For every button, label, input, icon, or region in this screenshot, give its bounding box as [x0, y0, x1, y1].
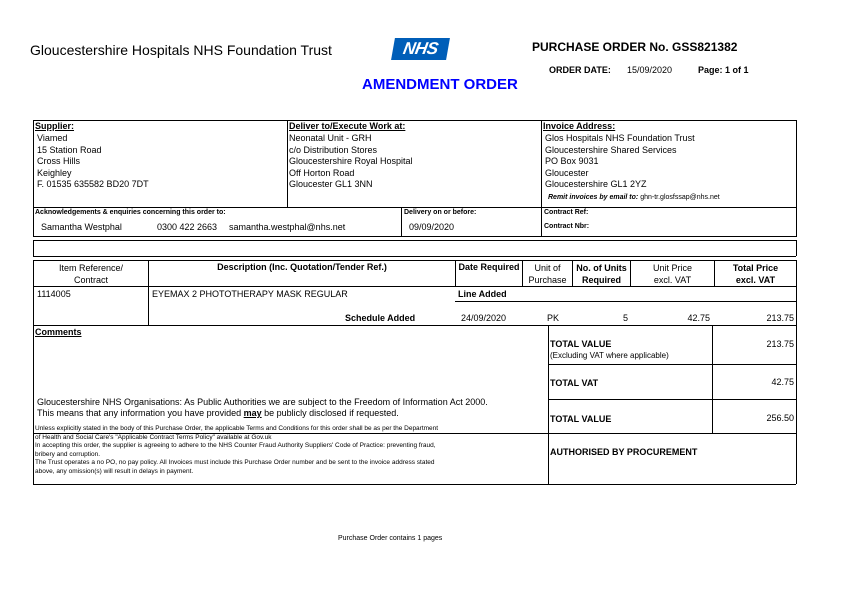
supplier-line: Keighley — [37, 167, 72, 178]
po-label: PURCHASE ORDER No. — [532, 40, 669, 54]
po-number: GSS821382 — [672, 40, 738, 54]
total-value-label: TOTAL VALUE — [550, 339, 612, 349]
grand-total: 256.50 — [766, 413, 794, 423]
supplier-line: Cross Hills — [37, 156, 81, 166]
foi-line2 — [37, 408, 399, 418]
deliver-line: Off Horton Road — [289, 167, 355, 178]
item-date: 24/09/2020 — [461, 313, 507, 323]
foi-may: may — [243, 408, 262, 418]
col-unit-price-line2: excl. VAT — [653, 275, 692, 285]
item-qty: 5 — [622, 313, 628, 323]
deliver-address — [289, 133, 413, 191]
contract-nbr-label: Contract Nbr: — [544, 223, 590, 230]
col-units-line1: No. of Units — [576, 263, 627, 273]
deliver-label: Deliver to/Execute Work at: — [289, 121, 406, 131]
invoice-label: Invoice Address: — [543, 121, 616, 131]
ack-phone: 0300 422 2663 — [157, 222, 218, 232]
col-item-ref-line1: Item Reference/ — [58, 263, 124, 273]
invoice-line: Gloucestershire Shared Services — [545, 144, 677, 155]
grand-total-label: TOTAL VALUE — [550, 414, 612, 424]
terms-line: of Health and Social Care's "Applicable Contract Terms Policy" available at Gov.uk — [35, 433, 272, 441]
deliver-line: Gloucestershire Royal Hospital — [289, 156, 413, 166]
col-units — [573, 262, 630, 286]
po-title — [532, 40, 737, 54]
terms-line: The Trust operates a no PO, no pay policy. All Invoices must include this Purchase Order number and be sent to the invoice address stated — [35, 459, 435, 466]
col-total-price-line2: excl. VAT — [735, 275, 776, 285]
trust-name: Gloucestershire Hospitals NHS Foundation Trust — [30, 42, 332, 58]
col-date-required: Date Required — [458, 262, 520, 272]
remit-label: Remit invoices by email to: — [548, 194, 639, 201]
supplier-address — [37, 133, 149, 191]
col-unit-price-line1: Unit Price — [652, 263, 692, 273]
terms-line: above, any omission(s) will result in delays in payment. — [35, 467, 194, 475]
col-unit-price — [631, 262, 714, 286]
amendment-title: AMENDMENT ORDER — [362, 76, 518, 93]
foi-line2-b: be publicly disclosed if requested. — [261, 408, 399, 418]
col-total-price-line1: Total Price — [732, 263, 779, 273]
remit-note — [548, 194, 720, 201]
order-date: 15/09/2020 — [627, 65, 673, 75]
total-vat: 42.75 — [771, 377, 794, 387]
terms-line: In accepting this order, the supplier is agreeing to adhere to the NHS Counter Fraud Authority Suppliers' Code of Practice: preventing fraud, — [35, 442, 436, 449]
footer-page-count: Purchase Order contains 1 pages — [338, 535, 443, 542]
terms — [35, 425, 438, 476]
col-item-ref-line2: Contract — [73, 275, 108, 285]
col-units-line2: Required — [581, 275, 621, 285]
item-unit-price: 42.75 — [687, 313, 710, 323]
terms-line: Unless explicitly stated in the body of this Purchase Order, the applicable Terms and Conditions for this order shall be as per the Department — [35, 425, 439, 432]
order-date-label: ORDER DATE: — [549, 65, 611, 75]
comments-label: Comments — [35, 327, 82, 337]
item-unit: PK — [547, 313, 560, 323]
total-vat-label: TOTAL VAT — [550, 378, 599, 388]
col-description: Description (Inc. Quotation/Tender Ref.) — [217, 262, 387, 272]
invoice-line: Gloucestershire GL1 2YZ — [545, 179, 647, 189]
deliver-line: c/o Distribution Stores — [289, 144, 378, 155]
terms-line: bribery and corruption. — [35, 450, 101, 458]
col-unit — [523, 262, 572, 286]
page-number: Page: 1 of 1 — [698, 65, 749, 75]
item-total: 213.75 — [766, 313, 794, 323]
supplier-line: F. 01535 635582 BD20 7DT — [37, 179, 149, 189]
nhs-logo: NHS — [391, 38, 450, 60]
invoice-line: Gloucester — [545, 167, 589, 178]
col-unit-line1: Unit of — [534, 263, 561, 273]
item-description: EYEMAX 2 PHOTOTHERAPY MASK REGULAR — [152, 289, 348, 299]
delivery-date: 09/09/2020 — [409, 222, 455, 232]
col-item-ref — [34, 262, 148, 286]
supplier-line: 15 Station Road — [37, 144, 102, 155]
delivery-label: Delivery on or before: — [404, 209, 477, 216]
authorised-by: AUTHORISED BY PROCUREMENT — [550, 447, 698, 457]
line-added: Line Added — [458, 289, 507, 299]
ack-label: Acknowledgements & enquiries concerning this order to: — [35, 209, 226, 216]
col-total-price — [715, 262, 796, 286]
schedule-added: Schedule Added — [345, 313, 416, 323]
supplier-label: Supplier: — [35, 121, 75, 131]
ack-name: Samantha Westphal — [41, 222, 122, 232]
total-value: 213.75 — [766, 339, 794, 349]
invoice-line: PO Box 9031 — [545, 156, 599, 166]
invoice-line: Glos Hospitals NHS Foundation Trust — [545, 133, 695, 143]
contract-ref-label: Contract Ref: — [544, 209, 589, 216]
deliver-line: Neonatal Unit - GRH — [289, 133, 372, 143]
ack-email: samantha.westphal@nhs.net — [229, 222, 346, 232]
excl-vat-note: (Excluding VAT where applicable) — [550, 351, 669, 360]
col-unit-line2: Purchase — [528, 275, 567, 285]
supplier-line: Viamed — [37, 133, 68, 143]
foi-line1: Gloucestershire NHS Organisations: As Public Authorities we are subject to the Freedom of Information Act 2000. — [37, 397, 488, 407]
remit-email: ghn-tr.glosfssap@nhs.net — [640, 194, 720, 201]
invoice-address — [545, 133, 695, 191]
deliver-line: Gloucester GL1 3NN — [289, 179, 373, 189]
foi-line2-a: This means that any information you have provided — [37, 408, 244, 418]
item-ref: 1114005 — [37, 289, 71, 299]
